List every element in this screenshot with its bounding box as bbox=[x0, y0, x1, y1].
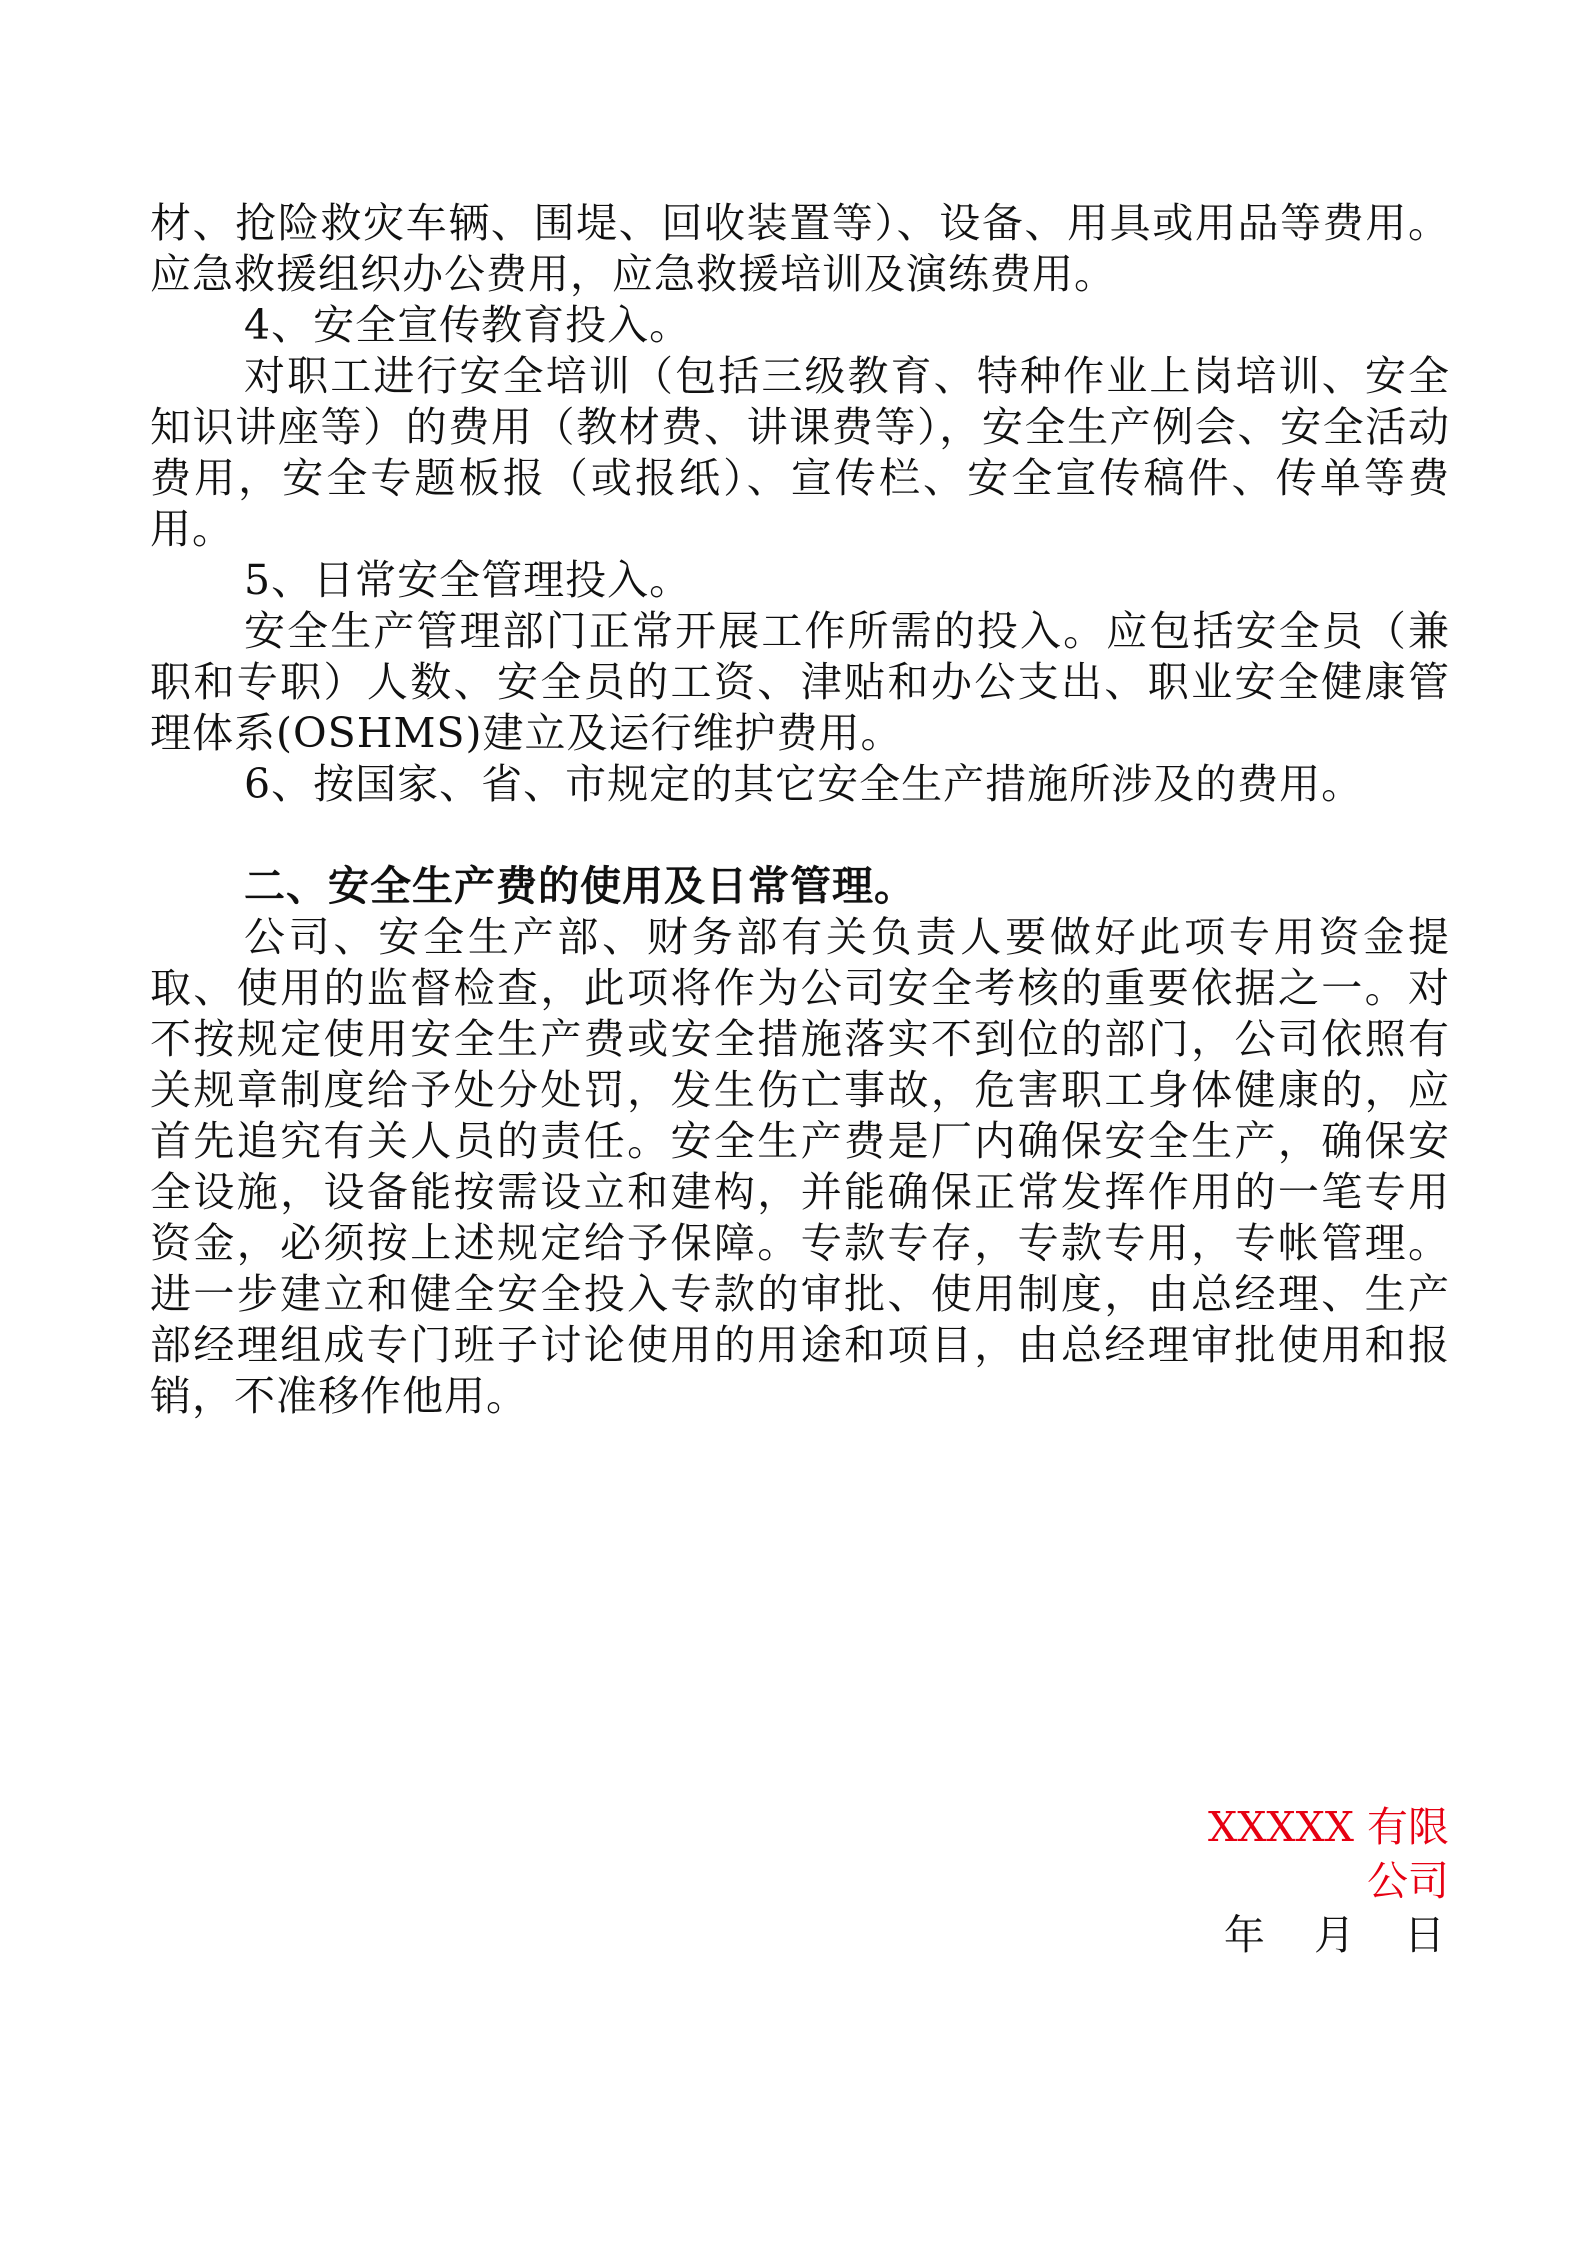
paragraph-training: 对职工进行安全培训（包括三级教育、特种作业上岗培训、安全知识讲座等）的费用（教材费、讲课费等），安全生产例会、安全活动费用，安全专题板报（或报纸）、宣传栏、安全宣传稿件、传单等费用。 bbox=[150, 352, 1450, 553]
signature-block bbox=[1049, 1800, 1463, 1962]
company-name-line2: 公司 bbox=[1367, 1857, 1449, 1905]
item-heading-5: 5、日常安全管理投入。 bbox=[244, 556, 692, 604]
blank-line bbox=[150, 810, 1450, 861]
paragraph-management: 安全生产管理部门正常开展工作所需的投入。应包括安全员（兼职和专职）人数、安全员的工资、津贴和办公支出、职业安全健康管理体系(OSHMS)建立及运行维护费用。 bbox=[150, 607, 1450, 757]
item-heading-4: 4、安全宣传教育投入。 bbox=[244, 301, 692, 349]
document-body bbox=[150, 198, 1450, 1422]
company-name-line1: XXXXX 有限 bbox=[1208, 1803, 1449, 1851]
item-6: 6、按国家、省、市规定的其它安全生产措施所涉及的费用。 bbox=[244, 760, 1364, 808]
section-body: 公司、安全生产部、财务部有关负责人要做好此项专用资金提取、使用的监督检查，此项将作为公司安全考核的重要依据之一。对不按规定使用安全生产费或安全措施落实不到位的部门，公司依照有关规章制度给予处分处罚，发生伤亡事故，危害职工身体健康的，应首先追究有关人员的责任。安全生产费是厂内确保安全生产，确保安全设施，设备能按需设立和建构，并能确保正常发挥作用的一笔专用资金，必须按上述规定给予保障。专款专存，专款专用，专帐管理。进一步建立和健全安全投入专款的审批、使用制度，由总经理、生产部经理组成专门班子讨论使用的用途和项目，由总经理审批使用和报销，不准移作他用。 bbox=[150, 913, 1450, 1420]
signature-date: 年 月 日 bbox=[1223, 1911, 1463, 1959]
section-heading: 二、安全生产费的使用及日常管理。 bbox=[244, 862, 916, 910]
paragraph-continuation: 材、抢险救灾车辆、围堤、回收装置等）、设备、用具或用品等费用。 应急救援组织办公费用，应急救援培训及演练费用。 bbox=[150, 199, 1450, 298]
